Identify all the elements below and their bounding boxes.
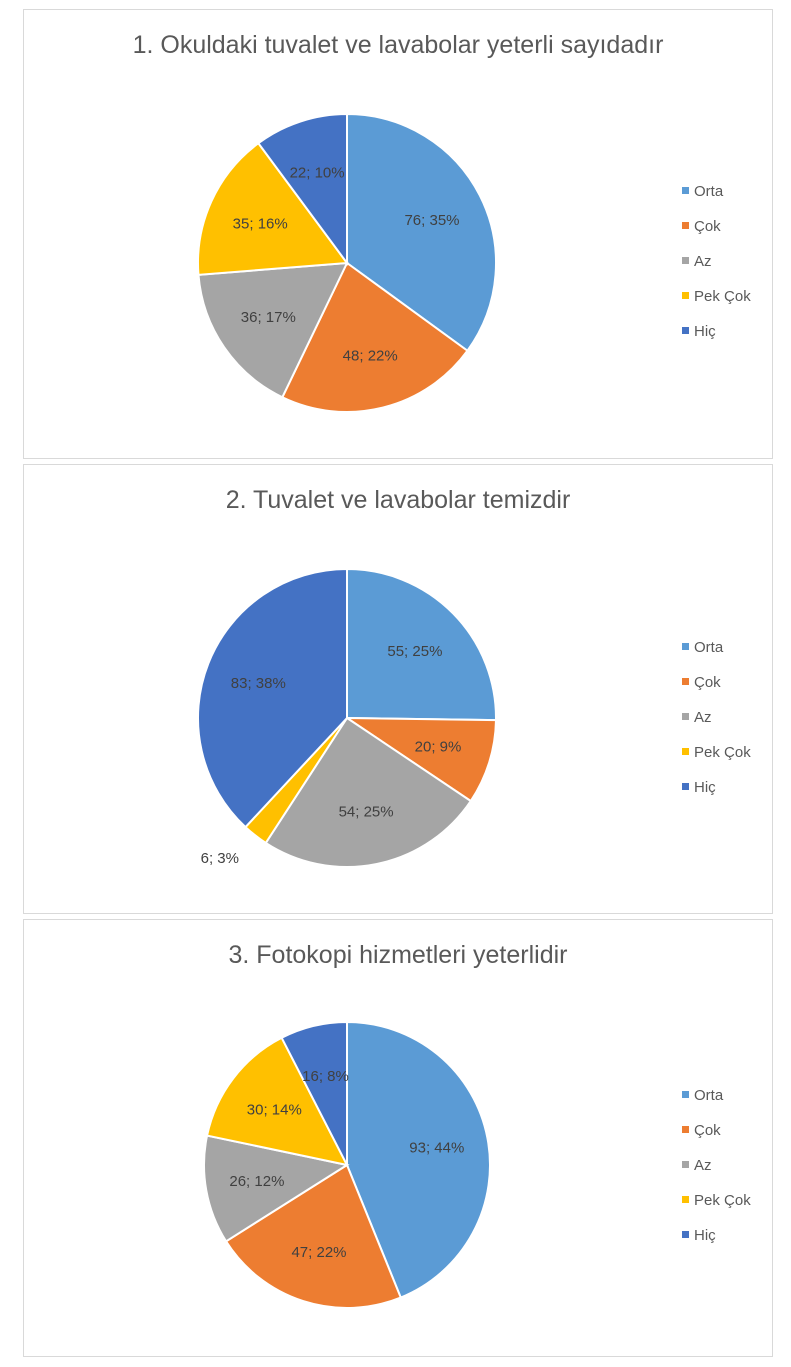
data-label: 47; 22% [291, 1244, 347, 1262]
legend-label: Az [694, 709, 712, 726]
chart-panel-3 [23, 919, 773, 1357]
legend-label: Orta [694, 639, 724, 656]
legend-label: Hiç [694, 1227, 716, 1244]
legend-label: Pek Çok [694, 744, 751, 761]
legend-swatch [682, 1161, 689, 1168]
data-label: 83; 38% [230, 675, 286, 693]
legend-swatch [682, 1196, 689, 1203]
data-label: 35; 16% [232, 215, 288, 233]
data-label: 54; 25% [338, 803, 394, 821]
legend-swatch [682, 678, 689, 685]
legend-label: Hiç [694, 323, 716, 340]
chart-title: 1. Okuldaki tuvalet ve lavabolar yeterli sayıdadır [132, 31, 664, 59]
legend-label: Çok [694, 218, 721, 235]
legend-label: Pek Çok [694, 1192, 751, 1209]
legend-label: Orta [694, 183, 724, 200]
data-label: 6; 3% [200, 849, 239, 867]
data-label: 48; 22% [342, 347, 398, 365]
legend-swatch [682, 1091, 689, 1098]
data-label: 30; 14% [246, 1101, 302, 1119]
legend-label: Az [694, 1157, 712, 1174]
pie-chart-3 [24, 920, 772, 1356]
legend-swatch [682, 257, 689, 264]
chart-panel-1 [23, 9, 773, 459]
legend-swatch [682, 643, 689, 650]
legend [682, 183, 751, 340]
legend-label: Çok [694, 1122, 721, 1139]
data-label: 93; 44% [409, 1139, 465, 1157]
data-label: 22; 10% [289, 164, 345, 182]
legend-swatch [682, 1126, 689, 1133]
legend-swatch [682, 1231, 689, 1238]
pie-chart-1 [24, 10, 772, 458]
legend-swatch [682, 187, 689, 194]
legend-label: Pek Çok [694, 288, 751, 305]
chart-title: 2. Tuvalet ve lavabolar temizdir [225, 486, 571, 514]
legend-swatch [682, 783, 689, 790]
legend-swatch [682, 713, 689, 720]
legend [682, 639, 751, 796]
legend-label: Orta [694, 1087, 724, 1104]
legend-swatch [682, 222, 689, 229]
chart-title: 3. Fotokopi hizmetleri yeterlidir [228, 941, 568, 969]
data-label: 55; 25% [387, 643, 443, 661]
data-label: 36; 17% [240, 308, 296, 326]
data-label: 20; 9% [414, 738, 462, 756]
legend-swatch [682, 748, 689, 755]
legend-label: Hiç [694, 779, 716, 796]
legend-label: Çok [694, 674, 721, 691]
legend-label: Az [694, 253, 712, 270]
legend [682, 1087, 751, 1244]
data-label: 26; 12% [229, 1173, 285, 1191]
legend-swatch [682, 327, 689, 334]
legend-swatch [682, 292, 689, 299]
pie-chart-2 [24, 465, 772, 913]
chart-panel-2 [23, 464, 773, 914]
data-label: 16; 8% [302, 1068, 349, 1085]
data-label: 76; 35% [404, 211, 460, 229]
